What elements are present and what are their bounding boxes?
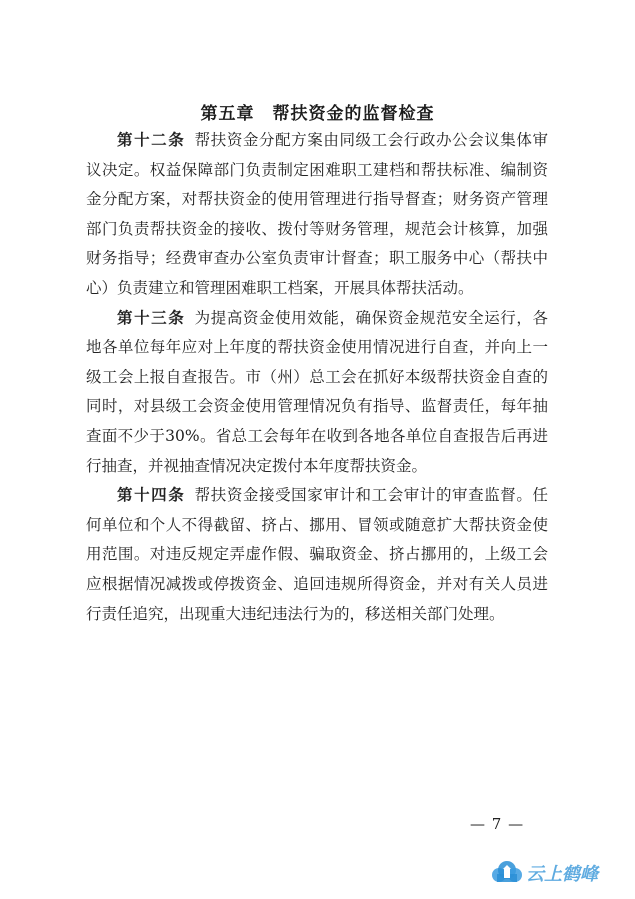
- article-text: 帮扶资金接受国家审计和工会审计的审查监督。任何单位和个人不得截留、挤占、挪用、冒领或随意扩大帮扶资金使用范围。对违反规定弄虚作假、骗取资金、挤占挪用的，上级工会应根据情况减拨或停拨资金、追回违规所得资金，并对有关人员进行责任追究，出现重大违纪违法行为的，移送相关部门处理。: [86, 486, 548, 623]
- article-text: 为提高资金使用效能，确保资金规范安全运行，各地各单位每年应对上年度的帮扶资金使用情况进行自查，并向上一级工会上报自查报告。市（州）总工会在抓好本级帮扶资金自查的同时，对县级工会资金使用管理情况负有指导、监督责任，每年抽查面不少于30%。省总工会每年在收到各地各单位自查报告后再进行抽查，并视抽查情况决定拨付本年度帮扶资金。: [86, 308, 548, 475]
- article-number: 第十四条: [117, 486, 186, 505]
- watermark-text: 云上鹤峰: [526, 864, 598, 885]
- page-number: — 7 —: [470, 815, 525, 833]
- chapter-title: 第五章 帮扶资金的监督检查: [200, 104, 435, 124]
- cloud-icon: [492, 861, 522, 882]
- article-14: [86, 481, 548, 629]
- article-number: 第十三条: [117, 308, 186, 327]
- watermark-logo: [488, 857, 618, 887]
- article-12: [86, 126, 548, 304]
- article-number: 第十二条: [117, 131, 186, 149]
- article-text: 帮扶资金分配方案由同级工会行政办公会议集体审议决定。权益保障部门负责制定困难职工建档和帮扶标准、编制资金分配方案，对帮扶资金的使用管理进行指导督查；财务资产管理部门负责帮扶资金的接收、拨付等财务管理，规范会计核算，加强财务指导；经费审查办公室负责审计督查；职工服务中心（帮扶中心）负责建立和管理困难职工档案，开展具体帮扶活动。: [86, 131, 548, 297]
- document-body: [86, 126, 548, 629]
- article-13: [86, 304, 548, 482]
